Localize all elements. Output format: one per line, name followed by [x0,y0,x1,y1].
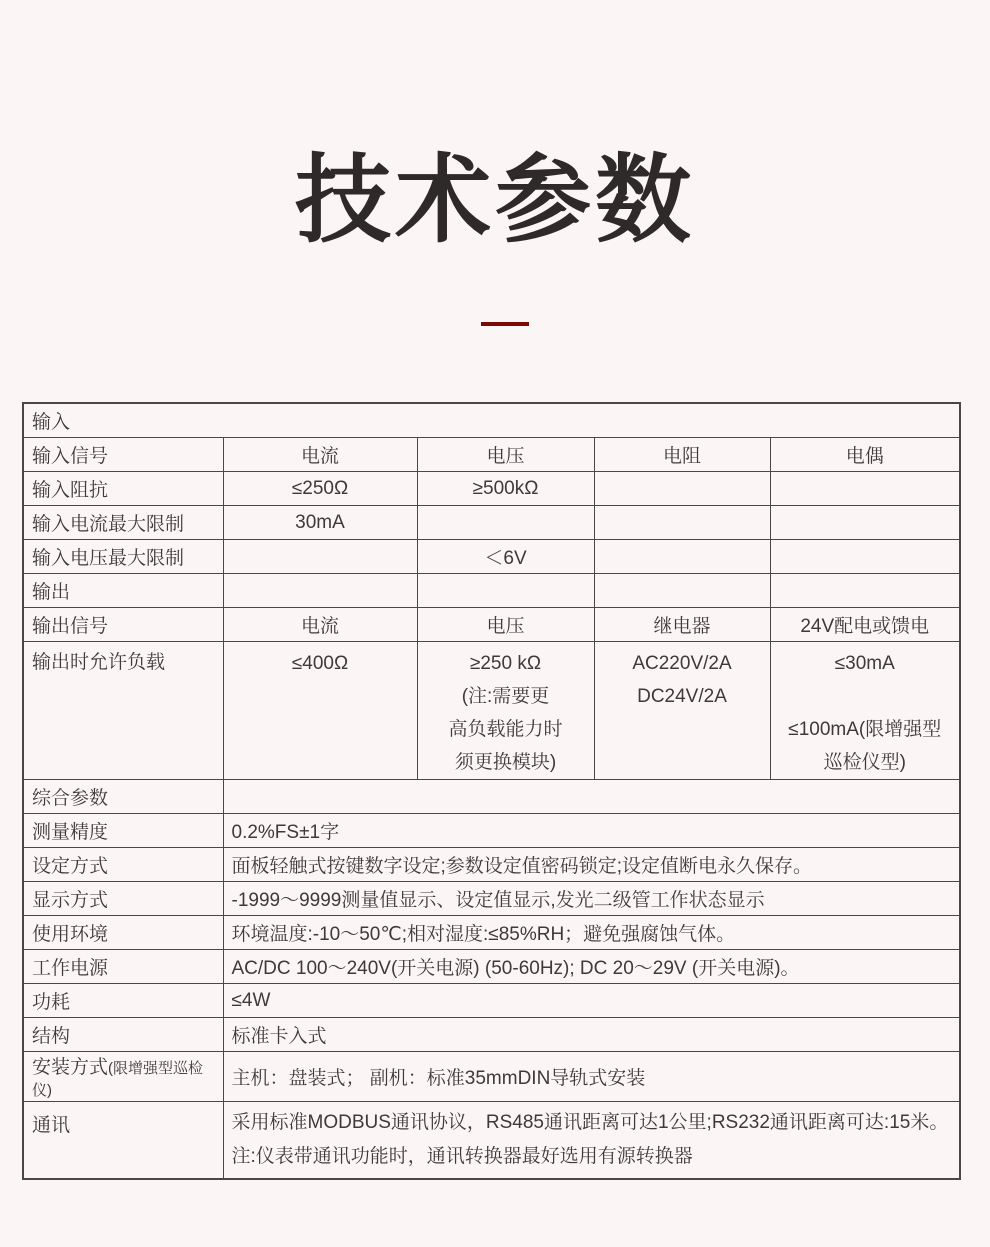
cell-input-signal-voltage: 电压 [417,438,594,472]
cell-line: 高负载能力时 [448,719,563,740]
cell-input-impedance-voltage: ≥500kΩ [417,472,594,506]
table-row-output-section [23,574,960,608]
cell-output-load-current [223,642,417,780]
cell-setting-method-value: 面板轻触式按键数字设定;参数设定值密码锁定;设定值断电永久保存。 [223,848,960,882]
cell-line: 须更换模块) [454,752,557,773]
installation-label-note: (限增强型巡检仪) [32,1060,204,1099]
cell-environment-value: 环境温度:-10～50℃;相对湿度:≤85%RH；避免强腐蚀气体。 [223,916,960,950]
cell-output-signal-current: 电流 [223,608,417,642]
cell-output-load-24v [770,642,960,780]
cell-max-voltage-voltage: ＜6V [417,540,594,574]
table-row-input-signal [23,438,960,472]
cell-max-current-current: 30mA [223,506,417,540]
cell-output-load-voltage [417,642,594,780]
table-row-input-section [23,403,960,438]
row-label-setting-method: 设定方式 [23,848,223,882]
table-row-power-supply [23,950,960,984]
cell-power-supply-value: AC/DC 100～240V(开关电源) (50-60Hz); DC 20～29V (开关电源)。 [223,950,960,984]
cell-power-consumption-value: ≤4W [223,984,960,1018]
table-row-installation [23,1052,960,1102]
table-row-accuracy [23,814,960,848]
row-label-input-impedance: 输入阻抗 [23,472,223,506]
cell-line: ≤400Ω [291,653,349,674]
row-label-output-load: 输出时允许负载 [23,642,223,780]
cell-accuracy-value: 0.2%FS±1字 [223,814,960,848]
cell-output-empty-1 [223,574,417,608]
title-accent-divider [481,322,529,326]
cell-line: DC24V/2A [637,686,727,707]
spec-table [22,402,961,1180]
communication-line-2: 注:仪表带通讯功能时，通讯转换器最好选用有源转换器 [231,1146,693,1167]
table-row-input-max-current [23,506,960,540]
cell-line: AC220V/2A [632,653,732,674]
cell-display-method-value: -1999～9999测量值显示、设定值显示,发光二级管工作状态显示 [223,882,960,916]
cell-output-empty-4 [770,574,960,608]
table-row-input-max-voltage [23,540,960,574]
installation-label-main: 安装方式 [32,1057,109,1078]
cell-line: ≥250 kΩ [469,653,542,674]
row-label-input-max-voltage: 输入电压最大限制 [23,540,223,574]
row-label-communication: 通讯 [23,1102,223,1180]
row-label-accuracy: 测量精度 [23,814,223,848]
page-title: 技术参数 [295,147,695,254]
cell-output-load-relay [594,642,770,780]
cell-output-signal-24v: 24V配电或馈电 [770,608,960,642]
cell-max-voltage-current [223,540,417,574]
cell-input-impedance-current: ≤250Ω [223,472,417,506]
row-label-power-consumption: 功耗 [23,984,223,1018]
cell-line: ≤100mA(限增强型 [788,719,942,740]
section-label-input: 输入 [23,403,960,438]
row-label-installation [23,1052,223,1102]
cell-max-current-resistance [594,506,770,540]
cell-general-empty [223,780,960,814]
cell-input-impedance-resistance [594,472,770,506]
table-row-general-section [23,780,960,814]
table-row-communication [23,1102,960,1180]
section-label-general: 综合参数 [23,780,223,814]
table-row-output-signal [23,608,960,642]
table-row-display-method [23,882,960,916]
cell-output-signal-relay: 继电器 [594,608,770,642]
cell-line [779,680,952,713]
row-label-environment: 使用环境 [23,916,223,950]
cell-input-impedance-thermocouple [770,472,960,506]
cell-line: 巡检仪型) [823,752,906,773]
cell-input-signal-current: 电流 [223,438,417,472]
cell-output-signal-voltage: 电压 [417,608,594,642]
row-label-structure: 结构 [23,1018,223,1052]
cell-input-signal-resistance: 电阻 [594,438,770,472]
cell-output-empty-2 [417,574,594,608]
row-label-input-max-current: 输入电流最大限制 [23,506,223,540]
table-row-input-impedance [23,472,960,506]
cell-output-empty-3 [594,574,770,608]
section-label-output: 输出 [23,574,223,608]
cell-max-voltage-resistance [594,540,770,574]
cell-max-current-thermocouple [770,506,960,540]
cell-structure-value: 标准卡入式 [223,1018,960,1052]
row-label-power-supply: 工作电源 [23,950,223,984]
cell-line: (注:需要更 [461,686,550,707]
row-label-display-method: 显示方式 [23,882,223,916]
table-row-structure [23,1018,960,1052]
table-row-setting-method [23,848,960,882]
cell-installation-value: 主机：盘装式； 副机：标准35mmDIN导轨式安装 [223,1052,960,1102]
cell-input-signal-thermocouple: 电偶 [770,438,960,472]
cell-line: ≤30mA [834,653,895,674]
table-row-power-consumption [23,984,960,1018]
row-label-input-signal: 输入信号 [23,438,223,472]
table-row-output-load [23,642,960,780]
row-label-output-signal: 输出信号 [23,608,223,642]
cell-max-current-voltage [417,506,594,540]
cell-communication-value [223,1102,960,1180]
cell-max-voltage-thermocouple [770,540,960,574]
communication-line-1: 采用标准MODBUS通讯协议，RS485通讯距离可达1公里;RS232通讯距离可达:15米。 [231,1112,949,1133]
table-row-environment [23,916,960,950]
